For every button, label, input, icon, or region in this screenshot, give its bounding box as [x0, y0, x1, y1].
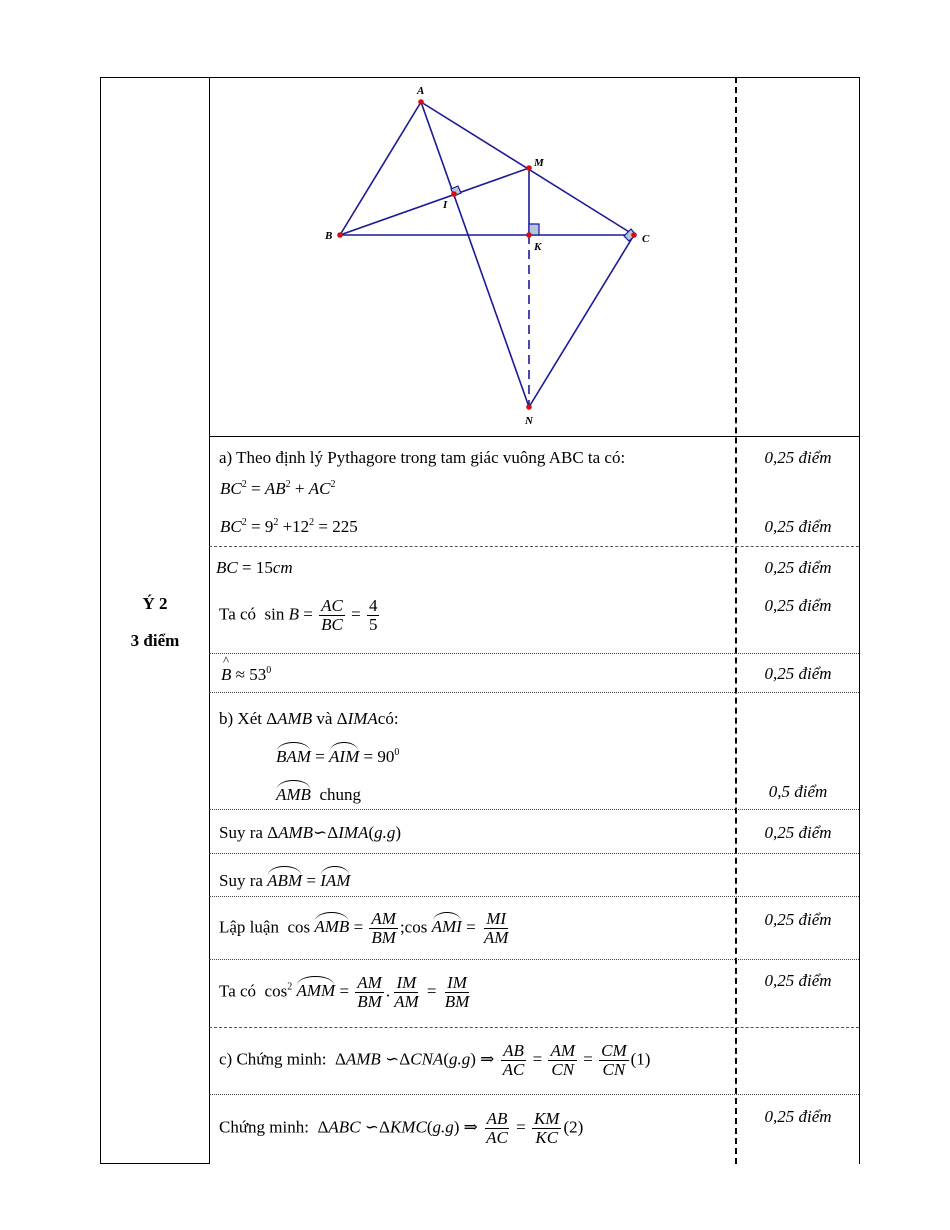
point-label-a: A [417, 85, 425, 97]
equation-similar-triangles: Suy ra ΔAMB∽ΔIMA(g.g) [219, 823, 402, 842]
score-a3: 0,25 điểm [764, 558, 832, 577]
point-label-m: M [534, 157, 544, 169]
score-b4: 0,25 điểm [764, 971, 832, 990]
score-b3: 0,25 điểm [764, 910, 832, 929]
part-a-intro: a) Theo định lý Pythagore trong tam giác vuông ABC ta có: [219, 448, 626, 467]
equation-bc: BC = 15cm [216, 558, 293, 577]
point-label-b: B [325, 230, 333, 242]
point-label-n: N [525, 415, 533, 427]
equation-common-angle: AMB chung [276, 785, 361, 804]
row-divider [209, 1027, 859, 1028]
point-label-k: K [534, 241, 542, 253]
row-divider [209, 959, 859, 960]
equation-sin-b: Ta có sin B = $\frac{AC}{BC}$ = $\frac{4}{5}$ [219, 596, 378, 634]
score-a5: 0,25 điểm [764, 664, 832, 683]
geometry-figure [210, 78, 735, 436]
point-label-i: I [443, 199, 448, 211]
table-left-border [100, 77, 101, 1164]
part-b-intro: b) Xét ΔAMB và ΔIMAcó: [219, 709, 399, 728]
row-divider [209, 853, 859, 854]
equation-equal-angles: Suy ra ABM = IAM [219, 871, 351, 890]
equation-angle-b: ^ $B \approx 53^0$ [221, 665, 271, 685]
row-divider [209, 692, 859, 693]
row-divider [209, 1094, 859, 1095]
question-label: Ý 2 [142, 594, 168, 613]
score-a4: 0,25 điểm [764, 596, 832, 615]
row-divider [209, 896, 859, 897]
equation-cos-ratios: Lập luận cos AMB = $\frac{AM}{BM}$ ;cos AMI = $\frac{MI}{AM}$ [219, 909, 509, 947]
column-divider-2 [735, 77, 737, 1164]
question-points: 3 điểm [130, 631, 180, 650]
row-divider [209, 809, 859, 810]
equation-part-c-1: c) Chứng minh: ΔAMB ∽ΔCNA(g.g) ⇒ $\frac{AB}{AC}$ = $\frac{AM}{CN}$ = $\frac{CM}{CN}$ (1) [219, 1041, 651, 1079]
score-b2: 0,25 điểm [764, 823, 832, 842]
point-label-c: C [642, 233, 650, 245]
score-a2: 0,25 điểm [764, 517, 832, 536]
equation-part-c-2: Chứng minh: ΔABC ∽ΔKMC(g.g) ⇒ $\frac{AB}{AC}$ = $\frac{KM}{KC}$ (2) [219, 1109, 584, 1147]
equation-cos-squared: Ta có $\cos^2$ AMM = $\frac{AM}{BM}$ . $\frac{IM}{AM}$ = $\frac{IM}{BM}$ [219, 973, 470, 1011]
score-c1: 0,25 điểm [764, 1107, 832, 1126]
equation-bc-squared: $BC^2 = 9^2 +12^2 = 225$ [220, 517, 358, 536]
row-divider [209, 546, 859, 547]
equation-right-angles: BAM = AIM = $90^0$ [276, 747, 400, 766]
row-divider [209, 436, 859, 437]
score-b1: 0,5 điểm [768, 782, 828, 801]
row-divider [209, 653, 859, 654]
table-bottom-left-border [100, 1163, 210, 1164]
score-a1: 0,25 điểm [764, 448, 832, 467]
equation-pythagore: $BC^2 = AB^2 + AC^2$ [220, 479, 336, 498]
table-right-border [859, 77, 860, 1164]
